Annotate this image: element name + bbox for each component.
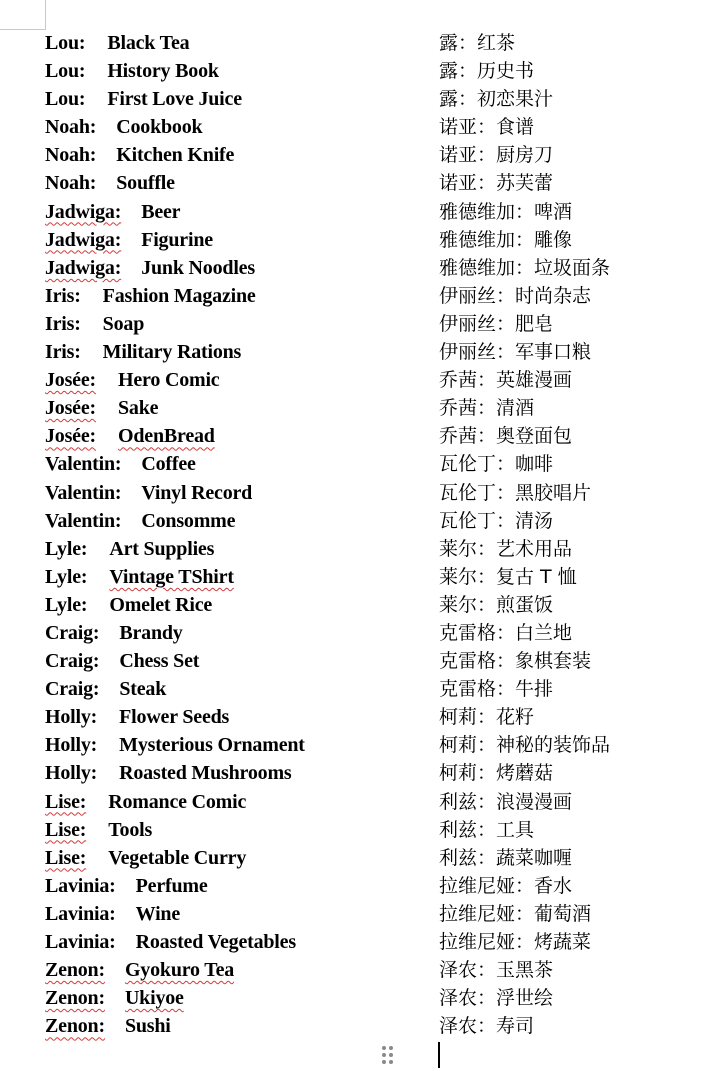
zh-entry: 雅德维加：雕像 <box>439 228 573 251</box>
character-name: Craig: <box>45 621 100 644</box>
en-entry <box>45 141 425 169</box>
zh-entry: 雅德维加：垃圾面条 <box>439 256 611 279</box>
zh-entry: 露：初恋果汁 <box>439 88 554 111</box>
en-entry <box>45 366 425 394</box>
gift-item: Steak <box>119 678 167 701</box>
page-corner-mark <box>0 0 46 30</box>
en-entry <box>45 169 425 197</box>
character-name: Iris: <box>45 284 81 307</box>
gift-item: Brandy <box>119 621 183 644</box>
character-name: Valentin: <box>45 453 122 476</box>
character-name: Jadwiga: <box>45 228 122 251</box>
en-entry <box>45 29 425 57</box>
character-name: Iris: <box>45 312 81 335</box>
gift-item: First Love Juice <box>107 88 242 111</box>
en-entry <box>45 450 425 478</box>
character-name: Josée: <box>45 397 96 420</box>
gift-item: Sushi <box>124 1015 171 1038</box>
text-cursor <box>438 1042 440 1068</box>
zh-entry: 泽农：寿司 <box>439 1015 535 1038</box>
gift-item: Cookbook <box>116 116 203 139</box>
en-entry <box>45 563 425 591</box>
character-name: Lou: <box>45 32 86 54</box>
gift-item: Soap <box>102 312 145 335</box>
zh-entry: 拉维尼娅：烤蔬菜 <box>439 931 592 953</box>
zh-entry: 利兹：蔬菜咖喱 <box>439 846 573 869</box>
character-name: Josée: <box>45 369 96 392</box>
gift-item: Perfume <box>135 874 208 897</box>
en-entry <box>45 759 425 787</box>
gift-item: Romance Comic <box>108 790 247 813</box>
zh-entry: 雅德维加：啤酒 <box>439 200 573 223</box>
drag-handle-icon[interactable] <box>381 1044 395 1066</box>
zh-entry: 莱尔：复古 T 恤 <box>439 565 577 588</box>
zh-entry: 诺亚：食谱 <box>439 116 535 139</box>
en-entry <box>45 254 425 282</box>
zh-entry: 瓦伦丁：咖啡 <box>439 453 554 476</box>
en-entry <box>45 394 425 422</box>
character-name: Zenon: <box>45 959 105 982</box>
en-entry <box>45 422 425 450</box>
en-entry <box>45 788 425 816</box>
character-name: Iris: <box>45 341 81 364</box>
character-name: Zenon: <box>45 987 105 1010</box>
character-name: Noah: <box>45 116 97 139</box>
en-entry <box>45 57 425 85</box>
gift-item: Consomme <box>141 509 236 532</box>
gift-item: Vintage TShirt <box>109 565 234 588</box>
character-name: Holly: <box>45 706 98 729</box>
en-entry <box>45 198 425 226</box>
en-entry <box>45 647 425 675</box>
en-entry <box>45 956 425 984</box>
en-entry <box>45 872 425 900</box>
zh-entry: 克雷格：象棋套装 <box>439 650 592 673</box>
character-name: Jadwiga: <box>45 256 122 279</box>
en-entry <box>45 226 425 254</box>
zh-entry: 瓦伦丁：黑胶唱片 <box>439 481 592 504</box>
zh-entry: 露：红茶 <box>439 32 516 54</box>
character-name: Lou: <box>45 60 86 83</box>
zh-entry: 乔茜：奥登面包 <box>439 425 573 448</box>
en-entry <box>45 984 425 1012</box>
chinese-list[interactable] <box>439 29 709 1040</box>
en-entry <box>45 675 425 703</box>
en-entry <box>45 479 425 507</box>
en-entry <box>45 928 425 956</box>
gift-item: History Book <box>107 60 219 83</box>
en-entry <box>45 703 425 731</box>
zh-entry: 克雷格：白兰地 <box>439 621 573 644</box>
zh-entry: 伊丽丝：肥皂 <box>439 312 554 335</box>
zh-entry: 泽农：浮世绘 <box>439 987 554 1010</box>
gift-item: Wine <box>135 902 181 925</box>
gift-item: Chess Set <box>119 650 200 673</box>
gift-item: OdenBread <box>118 425 215 448</box>
en-entry <box>45 731 425 759</box>
zh-entry: 泽农：玉黑茶 <box>439 959 554 982</box>
character-name: Lavinia: <box>45 874 116 897</box>
zh-entry: 拉维尼娅：葡萄酒 <box>439 902 592 925</box>
gift-item: Coffee <box>141 453 196 476</box>
character-name: Holly: <box>45 762 98 785</box>
en-entry <box>45 113 425 141</box>
gift-item: Mysterious Ornament <box>119 734 305 757</box>
gift-item: Souffle <box>116 172 175 195</box>
character-name: Josée: <box>45 425 96 448</box>
character-name: Noah: <box>45 144 97 167</box>
character-name: Lyle: <box>45 565 88 588</box>
en-entry <box>45 535 425 563</box>
zh-entry: 瓦伦丁：清汤 <box>439 509 554 532</box>
zh-entry: 露：历史书 <box>439 60 535 83</box>
en-entry <box>45 507 425 535</box>
zh-entry: 诺亚：厨房刀 <box>439 144 554 167</box>
gift-item: Kitchen Knife <box>116 144 235 167</box>
character-name: Jadwiga: <box>45 200 122 223</box>
character-name: Lou: <box>45 88 86 111</box>
character-name: Lise: <box>45 818 87 841</box>
character-name: Noah: <box>45 172 97 195</box>
zh-entry: 柯莉：烤蘑菇 <box>439 762 554 785</box>
character-name: Lavinia: <box>45 902 116 925</box>
character-name: Craig: <box>45 650 100 673</box>
en-entry <box>45 85 425 113</box>
gift-item: Fashion Magazine <box>102 284 256 307</box>
english-list[interactable] <box>45 29 425 1040</box>
gift-item: Hero Comic <box>118 369 220 392</box>
gift-item: Military Rations <box>102 341 242 364</box>
gift-item: Junk Noodles <box>141 256 255 279</box>
character-name: Lyle: <box>45 593 88 616</box>
gift-item: Vegetable Curry <box>108 846 247 869</box>
zh-entry: 乔茜：清酒 <box>439 397 535 420</box>
en-entry <box>45 816 425 844</box>
gift-item: Roasted Mushrooms <box>119 762 292 785</box>
zh-entry: 利兹：工具 <box>439 818 535 841</box>
en-entry <box>45 900 425 928</box>
zh-entry: 伊丽丝：时尚杂志 <box>439 284 592 307</box>
character-name: Craig: <box>45 678 100 701</box>
character-name: Lise: <box>45 790 87 813</box>
en-entry <box>45 338 425 366</box>
zh-entry: 拉维尼娅：香水 <box>439 874 573 897</box>
gift-item: Ukiyoe <box>124 987 184 1010</box>
character-name: Lyle: <box>45 537 88 560</box>
zh-entry: 克雷格：牛排 <box>439 678 554 701</box>
gift-item: Gyokuro Tea <box>124 959 235 982</box>
en-entry <box>45 310 425 338</box>
en-entry <box>45 619 425 647</box>
zh-entry: 伊丽丝：军事口粮 <box>439 341 592 364</box>
gift-item: Sake <box>118 397 159 420</box>
gift-item: Figurine <box>141 228 213 251</box>
en-entry <box>45 844 425 872</box>
gift-item: Roasted Vegetables <box>135 931 296 953</box>
character-name: Zenon: <box>45 1015 105 1038</box>
zh-entry: 乔茜：英雄漫画 <box>439 369 573 392</box>
character-name: Holly: <box>45 734 98 757</box>
en-entry <box>45 1012 425 1040</box>
gift-item: Flower Seeds <box>119 706 230 729</box>
en-entry <box>45 591 425 619</box>
character-name: Lavinia: <box>45 931 116 953</box>
zh-entry: 莱尔：艺术用品 <box>439 537 573 560</box>
character-name: Lise: <box>45 846 87 869</box>
zh-entry: 诺亚：苏芙蕾 <box>439 172 554 195</box>
en-entry <box>45 282 425 310</box>
zh-entry: 利兹：浪漫漫画 <box>439 790 573 813</box>
character-name: Valentin: <box>45 481 122 504</box>
zh-entry: 柯莉：花籽 <box>439 706 535 729</box>
gift-item: Tools <box>108 818 153 841</box>
gift-item: Omelet Rice <box>109 593 213 616</box>
zh-entry: 柯莉：神秘的装饰品 <box>439 734 611 757</box>
zh-entry: 莱尔：煎蛋饭 <box>439 593 554 616</box>
gift-item: Black Tea <box>107 32 190 54</box>
gift-item: Vinyl Record <box>141 481 253 504</box>
character-name: Valentin: <box>45 509 122 532</box>
gift-item: Art Supplies <box>109 537 215 560</box>
gift-item: Beer <box>141 200 181 223</box>
